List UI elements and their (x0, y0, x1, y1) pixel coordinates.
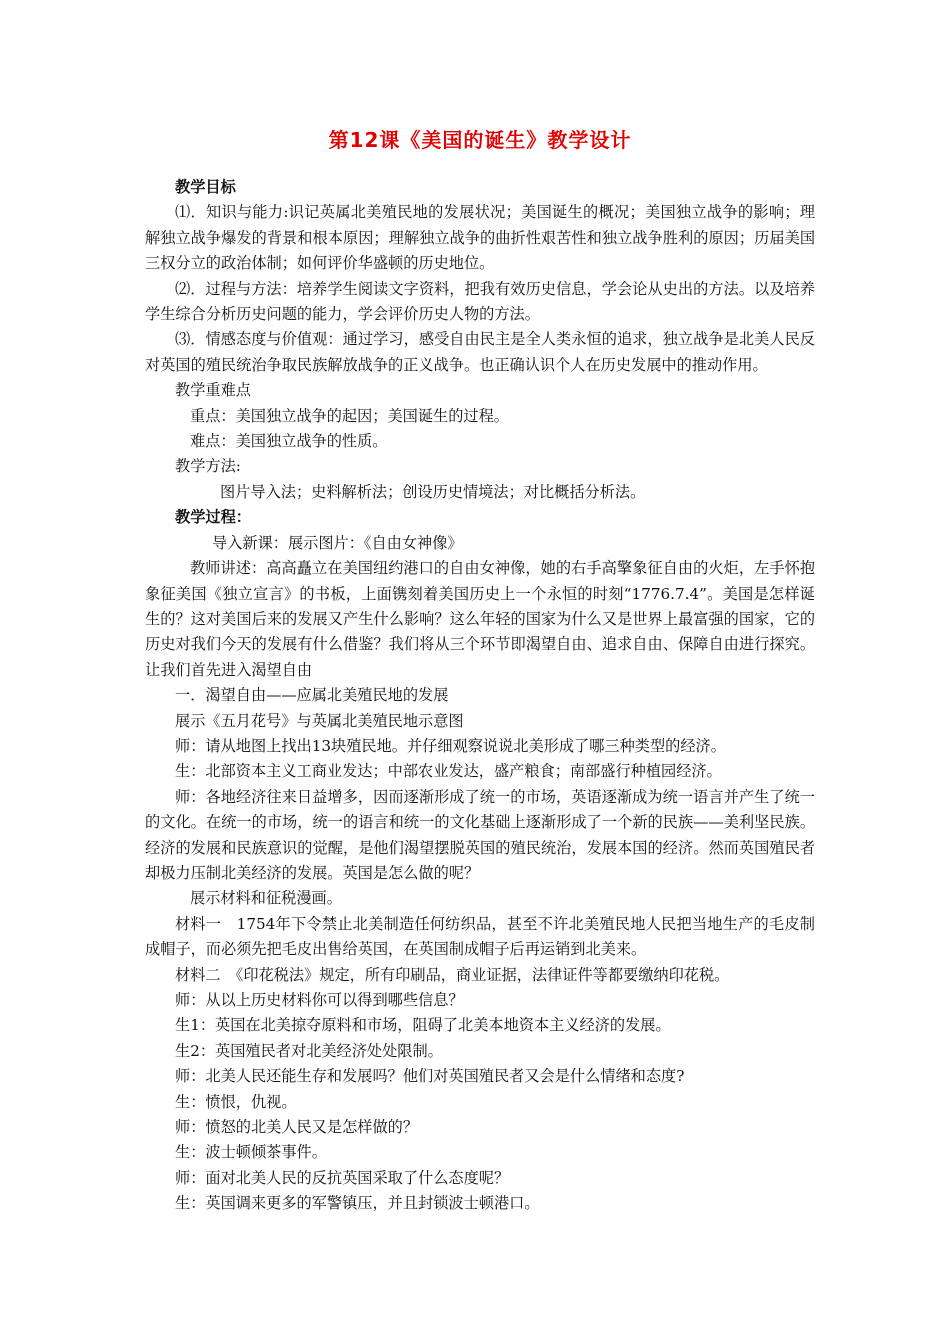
teacher-line-3: 师：从以上历史材料你可以得到哪些信息？ (175, 991, 464, 1009)
page-title: 第12课《美国的诞生》教学设计 (328, 128, 632, 152)
teacher-line-6: 师：面对北美人民的反抗英国采取了什么态度呢？ (175, 1168, 510, 1187)
student-line-6: 生：英国调来更多的军警镇压，并且封锁波士顿港口。 (175, 1194, 540, 1213)
process-heading: 教学过程： (175, 508, 251, 527)
goal-2: ⑵．过程与方法：培养学生阅读文字资料，把我有效历史信息，学会论从史出的方法。以及培养学生综合分析历史问题的能力，学会评价历史人物的方法。 (145, 279, 815, 324)
document-body (145, 175, 815, 1217)
student-line-2: 生1：英国在北美掠夺原料和市场，阻碍了北美本地资本主义经济的发展。 (175, 1016, 671, 1035)
method-heading: 教学方法: (175, 457, 241, 476)
material-2: 材料二 《印花税法》规定，所有印刷品，商业证据，法律证件等都要缴纳印花税。 (175, 965, 730, 984)
student-line-4: 生：愤恨，仇视。 (175, 1092, 297, 1111)
intro-line: 导入新课：展示图片：《自由女神像》 (212, 533, 463, 552)
show-map: 展示《五月花号》与英属北美殖民地示意图 (175, 711, 464, 730)
student-line-1: 生：北部资本主义工商业发达；中部农业发达，盛产粮食；南部盛行种植园经济。 (175, 762, 722, 781)
key-heading: 教学重难点 (175, 381, 251, 400)
part1-heading: 一．渴望自由——应属北美殖民地的发展 (175, 686, 449, 705)
teacher-line-4: 师：北美人民还能生存和发展吗？他们对英国殖民者又会是什么情绪和态度? (175, 1067, 685, 1086)
material-1: 材料一 1754年下令禁止北美制造任何纺织品，甚至不许北美殖民地人民把当地生产的毛皮制成帽子，而必须先把毛皮出售给英国，在英国制成帽子后再运销到北美来。 (145, 914, 815, 959)
goal-1: ⑴．知识与能力:识记英属北美殖民地的发展状况；美国诞生的概况；美国独立战争的影响；理解独立战争爆发的背景和根本原因；理解独立战争的曲折性艰苦性和独立战争胜利的原因；历届美国三权分立的政治体制；如何评价华盛顿的历史地位。 (145, 203, 815, 273)
teacher-line-2: 师：各地经济往来日益增多，因而逐渐形成了统一的市场，英语逐渐成为统一语言并产生了统一的文化。在统一的市场，统一的语言和统一的文化基础上逐渐形成了一个新的民族——美利坚民族。经济的发展和民族意识的觉醒，是他们渴望摆脱英国的殖民统治，发展本国的经济。然而英国殖民者却极力压制北美经济的发展。英国是怎么做的呢？ (145, 787, 815, 882)
key-point: 重点：美国独立战争的起因；美国诞生的过程。 (190, 406, 509, 425)
show-materials: 展示材料和征税漫画。 (190, 889, 342, 908)
difficult-point: 难点：美国独立战争的性质。 (190, 432, 388, 451)
methods: 图片导入法；史料解析法；创设历史情境法；对比概括分析法。 (220, 482, 646, 501)
student-line-3: 生2：英国殖民者对北美经济处处限制。 (175, 1041, 443, 1060)
teacher-line-1: 师：请从地图上找出13块殖民地。并仔细观察说说北美形成了哪三种类型的经济。 (175, 736, 726, 755)
goal-3: ⑶．情感态度与价值观：通过学习，感受自由民主是全人类永恒的追求，独立战争是北美人民反对英国的殖民统治争取民族解放战争的正义战争。也正确认识个人在历史发展中的推动作用。 (145, 330, 815, 374)
teacher-line-5: 师：愤怒的北美人民又是怎样做的？ (175, 1118, 418, 1137)
goal-heading: 教学目标 (175, 178, 236, 196)
teacher-intro: 教师讲述：高高矗立在美国纽约港口的自由女神像，她的右手高擎象征自由的火炬，左手怀抱象征美国《独立宣言》的书板，上面镌刻着美国历史上一个永恒的时刻“1776.7.4”。美国是怎样诞生的？这对美国后来的发展又产生什么影响？这么年轻的国家为什么又是世界上最富强的国家，它的历史对我们今天的发展有什么借鉴？我们将从三个环节即渴望自由、追求自由、保障自由进行探究。让我们首先进入渴望自由 (145, 559, 815, 679)
student-line-5: 生：波士顿倾茶事件。 (175, 1143, 327, 1162)
